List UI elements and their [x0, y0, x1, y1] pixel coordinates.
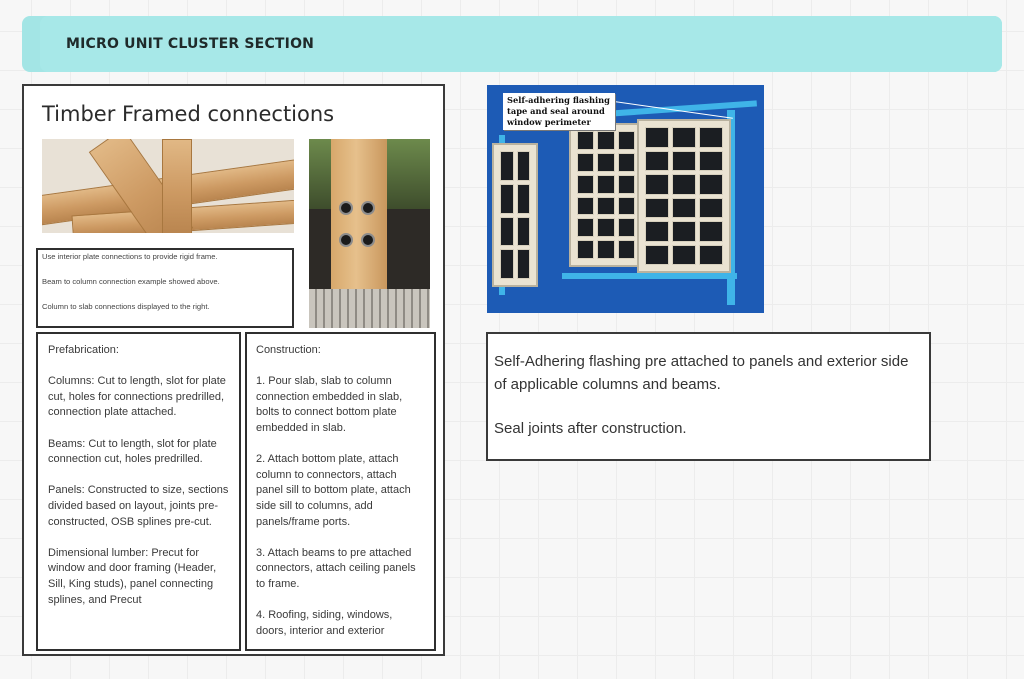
intro-line: Use interior plate connections to provide rigid frame. [42, 252, 218, 261]
flashing-paragraph: Seal joints after construction. [494, 420, 687, 437]
intro-line: Column to slab connections displayed to the right. [42, 302, 210, 311]
deck-floor [309, 289, 430, 328]
construction-notes[interactable] [245, 332, 436, 651]
column-base-photo[interactable] [309, 139, 430, 328]
beam-connection-photo[interactable] [42, 139, 294, 233]
flashing-tape [562, 273, 737, 279]
construction-step: 4. Roofing, siding, windows, doors, interior and exterior [256, 609, 393, 637]
bolt-icon [361, 233, 375, 247]
flashing-note[interactable] [486, 332, 931, 461]
window-right-sash [637, 119, 731, 273]
bolt-icon [339, 233, 353, 247]
construction-step: 3. Attach beams to pre attached connectors, attach ceiling panels to frame. [256, 546, 416, 590]
bolt-icon [339, 201, 353, 215]
timber-column [331, 139, 387, 307]
prefabrication-notes[interactable] [36, 332, 241, 651]
flashing-paragraph: Self-Adhering flashing pre attached to panels and exterior side of applicable columns and beams. [494, 353, 909, 393]
board-title: Timber Framed connections [42, 102, 335, 126]
prefab-item: Panels: Constructed to size, sections divided based on layout, joints pre-constructed, OSB splines pre-cut. [48, 484, 229, 528]
flashing-callout: Self-adhering flashing tape and seal around window perimeter [503, 93, 615, 130]
intro-line: Beam to column connection example showed above. [42, 277, 220, 286]
construction-step: 2. Attach bottom plate, attach column to connectors, attach panel sill to bottom plate, attach side sill to columns, add panels/frame ports. [256, 453, 411, 528]
window-left-sash [569, 123, 643, 267]
side-window [492, 143, 538, 287]
section-title: MICRO UNIT CLUSTER SECTION [66, 36, 315, 52]
prefab-item: Beams: Cut to length, slot for plate connection cut, holes predrilled. [48, 437, 217, 466]
construction-heading: Construction: [256, 344, 321, 356]
bolt-icon [361, 201, 375, 215]
beam-vertical [162, 139, 192, 233]
prefab-item: Dimensional lumber: Precut for window and door framing (Header, Sill, King studs), panel connecting splines, and Precut [48, 546, 217, 606]
intro-notes[interactable] [36, 248, 294, 328]
construction-step: 1. Pour slab, slab to column connection embedded in slab, bolts to connect bottom plate embedded in slab. [256, 375, 403, 434]
prefab-item: Columns: Cut to length, slot for plate cut, holes for connections predrilled, connection plate attached. [48, 375, 226, 419]
section-banner[interactable] [40, 16, 1002, 72]
prefabrication-heading: Prefabrication: [48, 344, 119, 356]
